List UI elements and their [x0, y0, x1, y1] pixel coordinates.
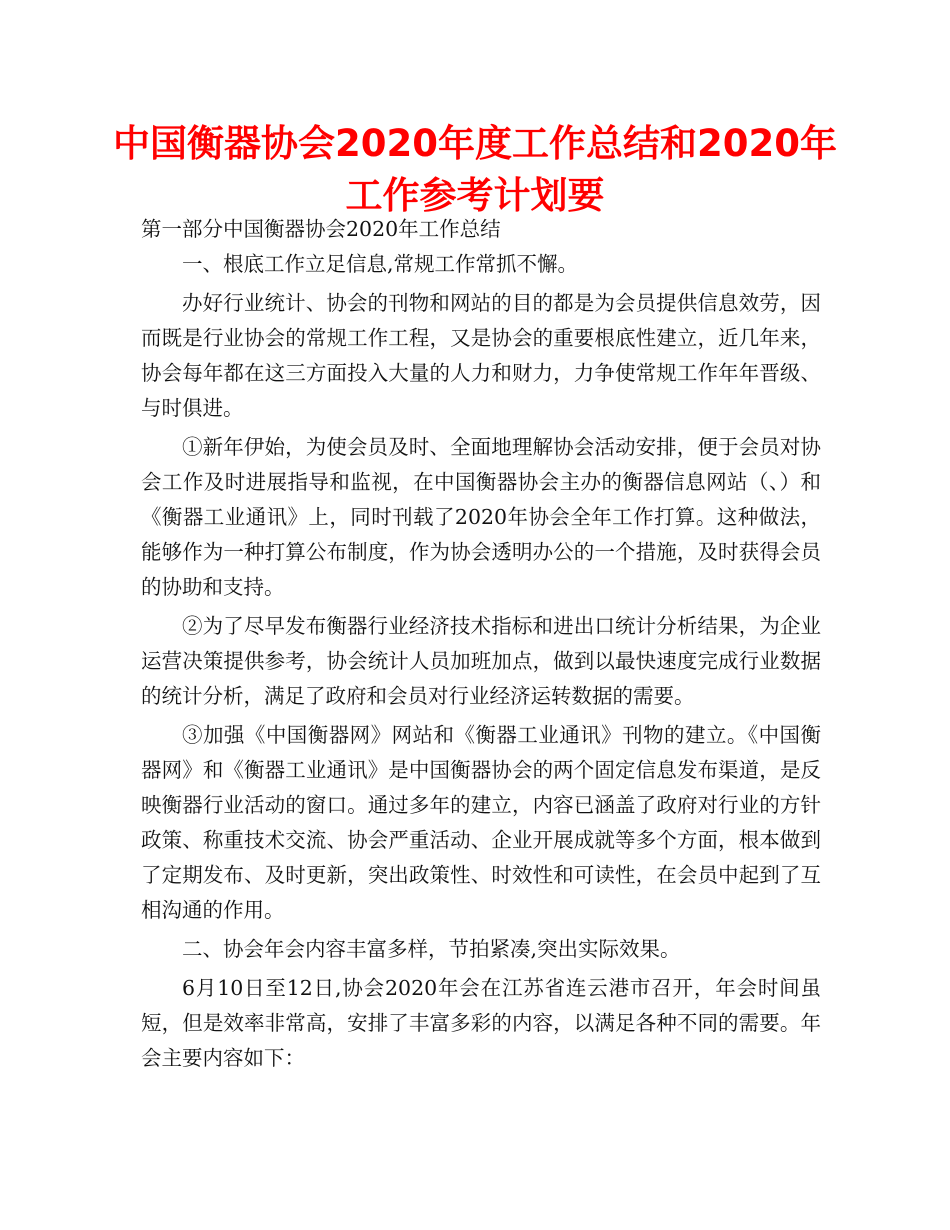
- document-body: [141, 212, 821, 1076]
- paragraph: 6月10日至12日,协会2020年会在江苏省连云港市召开，年会时间虽短，但是效率非常高，安排了丰富多彩的内容，以满足各种不同的需要。年会主要内容如下：: [141, 976, 821, 1070]
- paragraph: 办好行业统计、协会的刊物和网站的目的都是为会员提供信息效劳，因而既是行业协会的常规工作工程，又是协会的重要根底性建立，近几年来，协会每年都在这三方面投入大量的人力和财力，力争使常规工作年年晋级、与时俱进。: [141, 291, 821, 420]
- paragraph: ②为了尽早发布衡器行业经济技术指标和进出口统计分析结果，为企业运营决策提供参考，协会统计人员加班加点，做到以最快速度完成行业数据的统计分析，满足了政府和会员对行业经济运转数据的需要。: [141, 614, 821, 708]
- paragraph: ③加强《中国衡器网》网站和《衡器工业通讯》刊物的建立。《中国衡器网》和《衡器工业通讯》是中国衡器协会的两个固定信息发布渠道，是反映衡器行业活动的窗口。通过多年的建立，内容已涵盖了政府对行业的方针政策、称重技术交流、协会严重活动、企业开展成就等多个方面，根本做到了定期发布、及时更新，突出政策性、时效性和可读性，在会员中起到了互相沟通的作用。: [141, 723, 821, 922]
- document-title: 中国衡器协会2020年度工作总结和2020年工作参考计划要: [113, 122, 837, 217]
- part-heading: 第一部分中国衡器协会2020年工作总结: [141, 217, 501, 241]
- paragraph: ①新年伊始，为使会员及时、全面地理解协会活动安排，便于会员对协会工作及时进展指导和监视，在中国衡器协会主办的衡器信息网站（、）和《衡器工业通讯》上，同时刊载了2020年协会全年工作打算。这种做法，能够作为一种打算公布制度，作为协会透明办公的一个措施，及时获得会员的协助和支持。: [141, 435, 821, 599]
- section-heading-1: 一、根底工作立足信息,常规工作常抓不懈。: [182, 252, 579, 276]
- section-heading-2: 二、协会年会内容丰富多样，节拍紧凑,突出实际效果。: [182, 937, 681, 961]
